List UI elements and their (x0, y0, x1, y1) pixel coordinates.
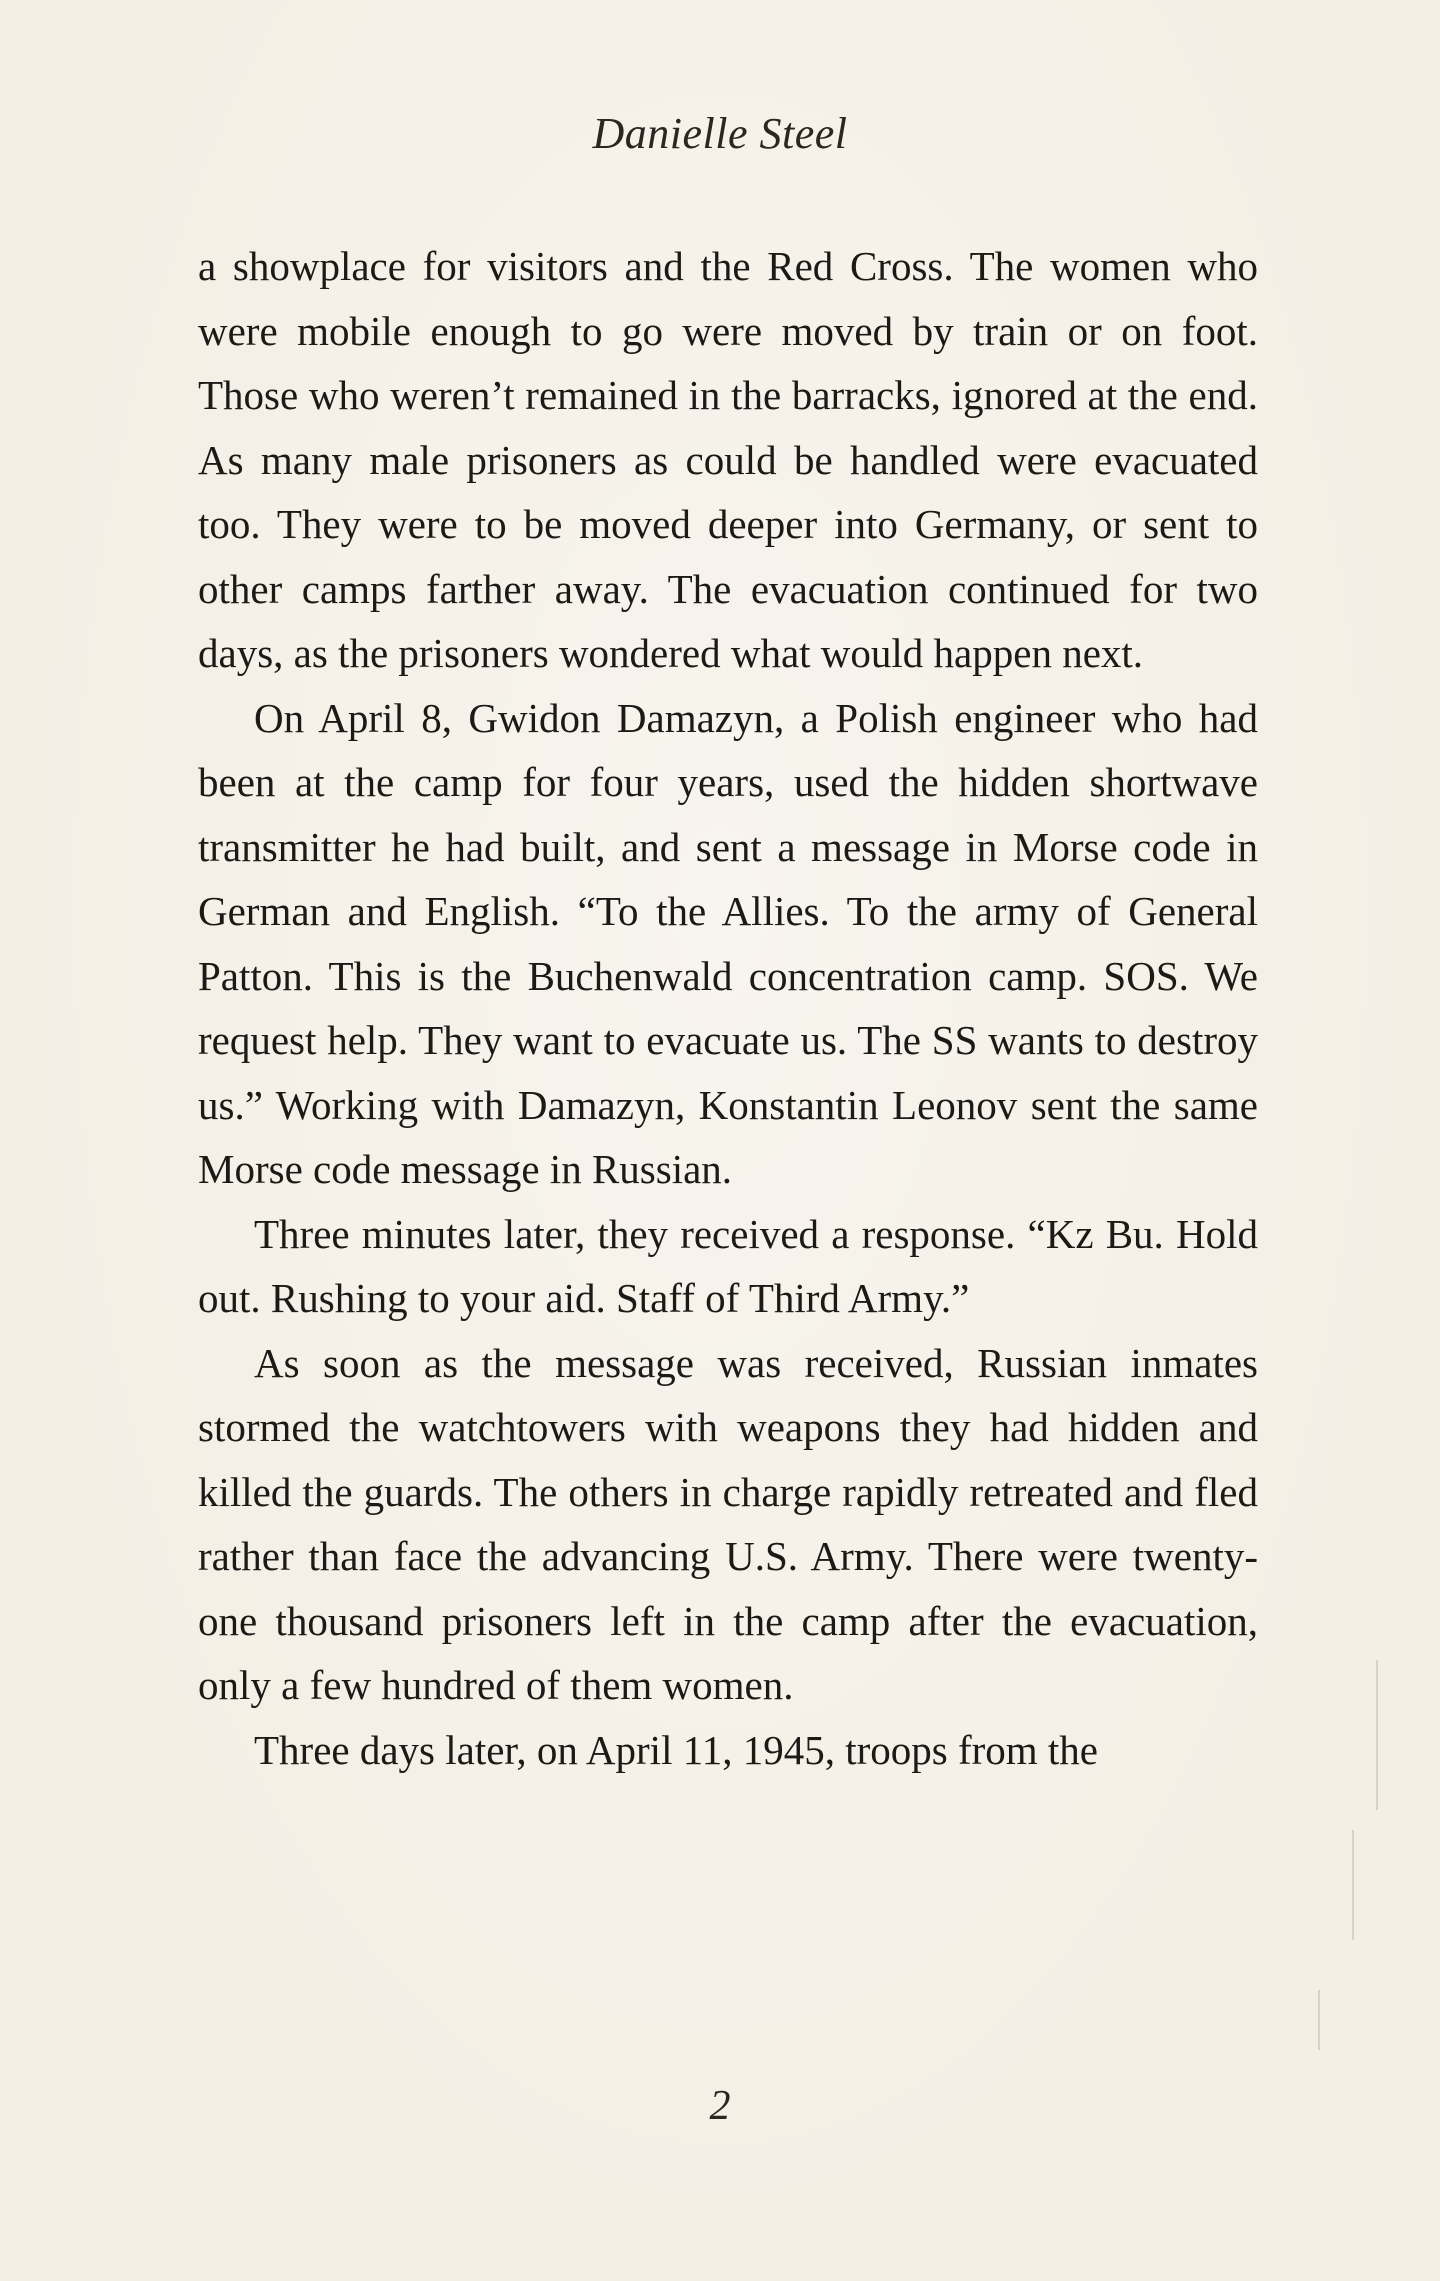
scan-artifact (1318, 1990, 1320, 2050)
paragraph: Three days later, on April 11, 1945, troops from the (254, 1726, 1098, 1773)
scan-artifact (1352, 1830, 1354, 1940)
scan-artifact (1376, 1660, 1378, 1810)
paragraph: On April 8, Gwidon Damazyn, a Polish engineer who had been at the camp for four years, used the hidden shortwave transmitter he had built, and sent a message in Morse code in German and English. “To the Allies. To the army of General Patton. This is the Buchenwald concentration camp. SOS. We request help. They want to evacuate us. The SS wants to destroy us.” Working with Damazyn, Konstantin Leonov sent the same Morse code message in Russian. (198, 694, 1258, 1192)
paragraph: a showplace for visitors and the Red Cross. The women who were mobile enough to go were moved by train or on foot. Those who weren’t remained in the barracks, ignored at the end. As many male prisoners as could be handled were evacuated too. They were to be moved deeper into Germany, or sent to other camps farther away. The evacuation continued for two days, as the prisoners wondered what would happen next. (198, 243, 1258, 676)
page-number: 2 (709, 2083, 731, 2129)
paragraph: Three minutes later, they received a response. “Kz Bu. Hold out. Rushing to your aid. Staff of Third Army.” (198, 1210, 1258, 1321)
running-header-author: Danielle Steel (592, 109, 848, 158)
paragraph: As soon as the message was received, Russian inmates stormed the watchtowers with weapons they had hidden and killed the guards. The others in charge rapidly retreated and fled rather than face the advancing U.S. Army. There were twenty-one thousand prisoners left in the camp after the evacuation, only a few hundred of them women. (198, 1339, 1258, 1708)
body-text (198, 234, 1258, 1782)
